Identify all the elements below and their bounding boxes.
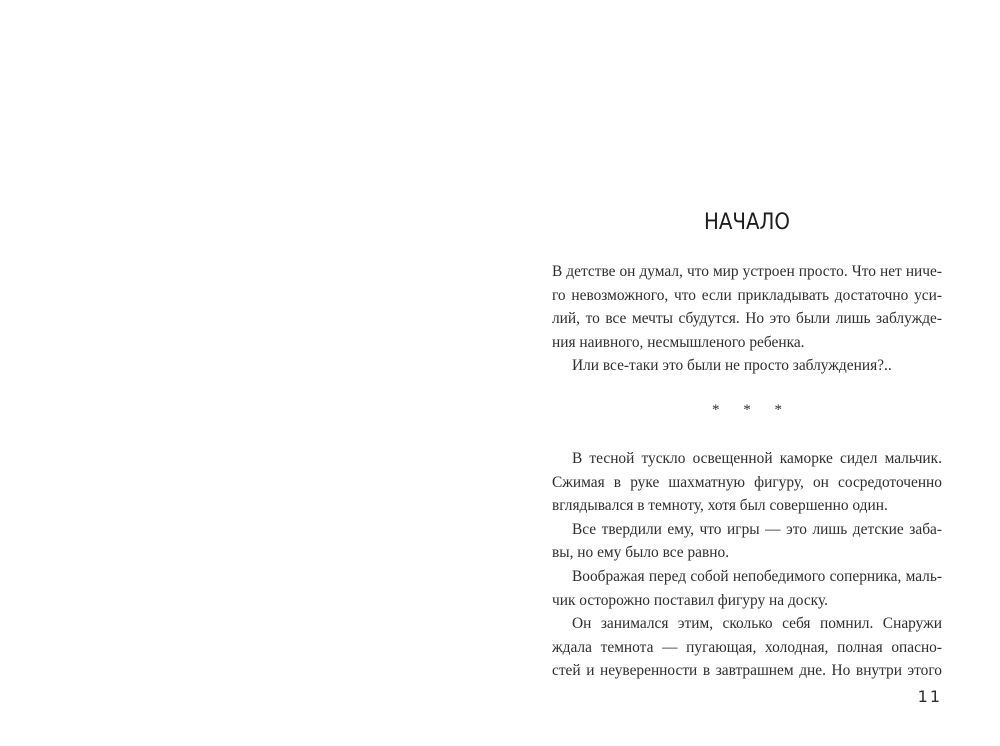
text-line: Или все-таки это были не просто заблуждения?.. — [572, 357, 892, 375]
text-line: ждала темнота — пугающая, холодная, полная опасно- — [552, 638, 942, 656]
section-separator: * * * — [712, 402, 792, 418]
chapter-title: НАЧАЛО — [704, 210, 790, 235]
text-line: ния наивного, несмышленого ребенка. — [552, 333, 805, 351]
text-line: стей и неуверенности в завтрашнем дне. Но внутри этого — [552, 662, 942, 680]
text-line: В детстве он думал, что мир устроен просто. Что нет ниче- — [552, 263, 942, 280]
text-line: го невозможного, что если прикладывать достаточно уси- — [552, 286, 942, 304]
text-line: лий, то все мечты сбудутся. Но это были лишь заблужде- — [552, 310, 942, 328]
text-line: Все твердили ему, что игры — это лишь детские заба- — [572, 520, 942, 538]
text-line: Сжимая в руке шахматную фигуру, он сосредоточенно — [552, 473, 942, 491]
text-line: вглядывался в темноту, хотя был совершенно один. — [552, 497, 888, 515]
text-line: В тесной тускло освещенной каморке сидел мальчик. — [572, 450, 942, 467]
text-line: Воображая перед собой непобедимого соперника, маль- — [572, 567, 942, 585]
intro-paragraphs — [552, 260, 942, 378]
text-line: вы, но ему было все равно. — [552, 544, 730, 562]
text-line: чик осторожно поставил фигуру на доску. — [552, 591, 828, 609]
text-line: Он занимался этим, сколько себя помнил. Снаружи — [572, 615, 942, 633]
main-paragraphs — [552, 447, 942, 683]
page-number: 11 — [917, 687, 942, 706]
